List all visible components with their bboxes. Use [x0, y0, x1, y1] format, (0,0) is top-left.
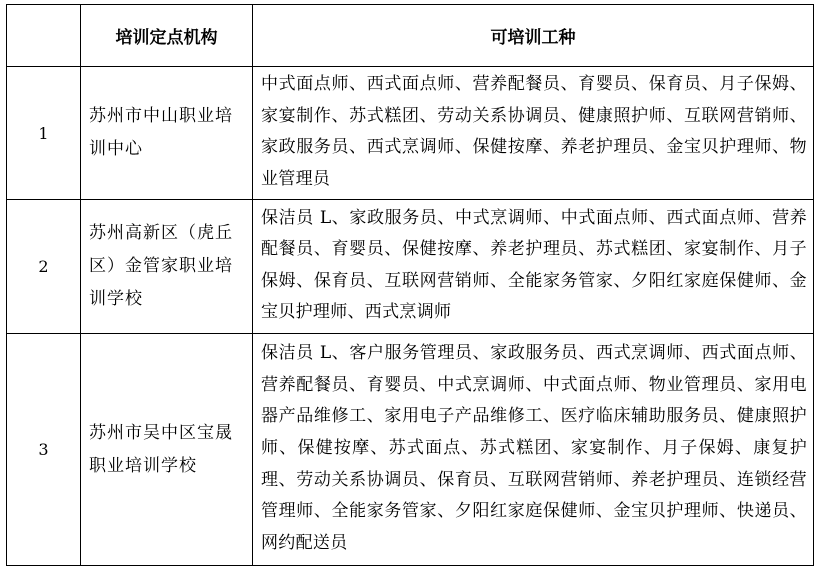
table-row — [7, 200, 814, 334]
header-institution: 培训定点机构 — [81, 5, 253, 67]
trade-types: 保洁员 L、家政服务员、中式烹调师、中式面点师、西式面点师、营养配餐员、育婴员、保健按摩、养老护理员、苏式糕团、家宴制作、月子保姆、保育员、互联网营销师、全能家务管家、夕阳红家庭保健师、金宝贝护理师、西式烹调师 — [253, 200, 814, 334]
table-header-row — [7, 5, 814, 67]
institution-name: 苏州高新区（虎丘区）金管家职业培训学校 — [81, 200, 253, 334]
table-row — [7, 67, 814, 200]
row-number: 2 — [7, 200, 81, 334]
table-row — [7, 334, 814, 566]
row-number: 1 — [7, 67, 81, 200]
institution-name: 苏州市中山职业培训中心 — [81, 67, 253, 200]
trade-types: 中式面点师、西式面点师、营养配餐员、育婴员、保育员、月子保姆、家宴制作、苏式糕团、劳动关系协调员、健康照护师、互联网营销师、家政服务员、西式烹调师、保健按摩、养老护理员、金宝贝护理师、物业管理员 — [253, 67, 814, 200]
row-number: 3 — [7, 334, 81, 566]
header-number — [7, 5, 81, 67]
institution-name: 苏州市吴中区宝晟职业培训学校 — [81, 334, 253, 566]
training-institutions-table — [6, 4, 814, 566]
trade-types: 保洁员 L、客户服务管理员、家政服务员、西式烹调师、西式面点师、营养配餐员、育婴员、中式烹调师、中式面点师、物业管理员、家用电器产品维修工、家用电子产品维修工、医疗临床辅助服务员、健康照护师、保健按摩、苏式面点、苏式糕团、家宴制作、月子保姆、康复护理、劳动关系协调员、保育员、互联网营销师、养老护理员、连锁经营管理师、全能家务管家、夕阳红家庭保健师、金宝贝护理师、快递员、网约配送员 — [253, 334, 814, 566]
header-trade-types: 可培训工种 — [253, 5, 814, 67]
